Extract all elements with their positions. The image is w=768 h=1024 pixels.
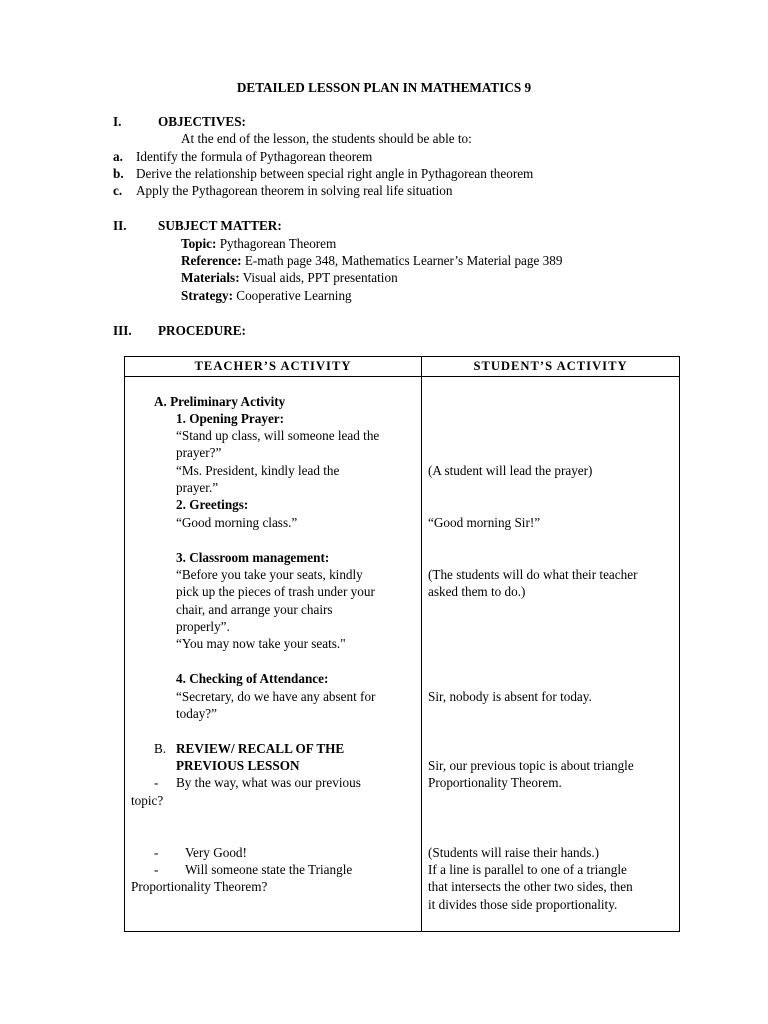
student-line: “Good morning Sir!”: [428, 515, 541, 530]
teacher-activity-cell: [125, 377, 422, 932]
student-line: (The students will do what their teacher: [428, 567, 638, 582]
objectives-heading: OBJECTIVES:: [158, 114, 246, 129]
teacher-line: prayer?”: [176, 445, 222, 460]
section-b-heading: PREVIOUS LESSON: [176, 758, 300, 773]
teacher-line: “Stand up class, will someone lead the: [176, 428, 380, 443]
student-line: (A student will lead the prayer): [428, 463, 593, 478]
objective-text: Derive the relationship between special right angle in Pythagorean theorem: [136, 166, 534, 181]
teacher-line: “Ms. President, kindly lead the: [176, 463, 340, 478]
step-heading: 2. Greetings:: [176, 497, 249, 512]
student-activity-header: STUDENT’S ACTIVITY: [422, 357, 680, 377]
procedure-number: III.: [113, 323, 132, 338]
subject-value: Visual aids, PPT presentation: [242, 270, 398, 285]
subject-row-materials: [181, 269, 398, 286]
step-heading: 4. Checking of Attendance:: [176, 671, 329, 686]
page-title: DETAILED LESSON PLAN IN MATHEMATICS 9: [236, 80, 532, 95]
section-b-heading: REVIEW/ RECALL OF THE: [176, 741, 345, 756]
subject-row-reference: [181, 252, 562, 269]
teacher-line: topic?: [131, 793, 164, 808]
subject-value: Pythagorean Theorem: [219, 236, 337, 251]
teacher-line: Proportionality Theorem?: [131, 879, 268, 894]
objective-text: Identify the formula of Pythagorean theorem: [136, 149, 373, 164]
subject-value: Cooperative Learning: [236, 288, 352, 303]
procedure-heading: PROCEDURE:: [158, 323, 246, 338]
objectives-number: I.: [113, 114, 122, 129]
objective-letter: b.: [113, 166, 124, 181]
table-header-row: [125, 357, 680, 377]
subject-label: Materials:: [181, 270, 240, 285]
student-line: Proportionality Theorem.: [428, 775, 562, 790]
dash-bullet: -: [154, 862, 159, 877]
teacher-line: Very Good!: [185, 845, 247, 860]
section-b-letter: B.: [154, 741, 167, 756]
teacher-line: today?”: [176, 706, 218, 721]
subject-matter-heading: SUBJECT MATTER:: [158, 218, 282, 233]
subject-label: Strategy:: [181, 288, 233, 303]
dash-bullet: -: [154, 845, 159, 860]
teacher-activity-header: TEACHER’S ACTIVITY: [125, 357, 422, 377]
teacher-line: “Secretary, do we have any absent for: [176, 689, 376, 704]
teacher-line: pick up the pieces of trash under your: [176, 584, 375, 599]
table-row: [125, 377, 680, 932]
student-line: that intersects the other two sides, then: [428, 879, 633, 894]
teacher-line: By the way, what was our previous: [176, 775, 361, 790]
student-line: Sir, our previous topic is about triangle: [428, 758, 634, 773]
subject-label: Reference:: [181, 253, 242, 268]
subject-row-topic: [181, 235, 336, 252]
step-heading: 3. Classroom management:: [176, 550, 330, 565]
dash-bullet: -: [154, 775, 159, 790]
teacher-line: properly”.: [176, 619, 230, 634]
objective-letter: c.: [113, 183, 123, 198]
step-heading: 1. Opening Prayer:: [176, 411, 285, 426]
teacher-line: prayer.”: [176, 480, 219, 495]
objective-letter: a.: [113, 149, 123, 164]
teacher-line: “Good morning class.”: [176, 515, 298, 530]
objective-text: Apply the Pythagorean theorem in solving real life situation: [136, 183, 453, 198]
teacher-line: “You may now take your seats.": [176, 636, 346, 651]
subject-matter-number: II.: [113, 218, 127, 233]
teacher-line: “Before you take your seats, kindly: [176, 567, 363, 582]
subject-label: Topic:: [181, 236, 217, 251]
section-a-heading: A. Preliminary Activity: [154, 394, 286, 409]
subject-value: E-math page 348, Mathematics Learner’s Material page 389: [244, 253, 563, 268]
objectives-intro: At the end of the lesson, the students should be able to:: [181, 131, 472, 146]
teacher-line: Will someone state the Triangle: [185, 862, 353, 877]
subject-row-strategy: [181, 287, 352, 304]
student-line: (Students will raise their hands.): [428, 845, 600, 860]
teacher-line: chair, and arrange your chairs: [176, 602, 333, 617]
student-line: If a line is parallel to one of a triangle: [428, 862, 627, 877]
student-activity-cell: [422, 377, 680, 932]
procedure-table: [124, 356, 680, 932]
student-line: it divides those side proportionality.: [428, 897, 618, 912]
student-line: asked them to do.): [428, 584, 526, 599]
student-line: Sir, nobody is absent for today.: [428, 689, 592, 704]
